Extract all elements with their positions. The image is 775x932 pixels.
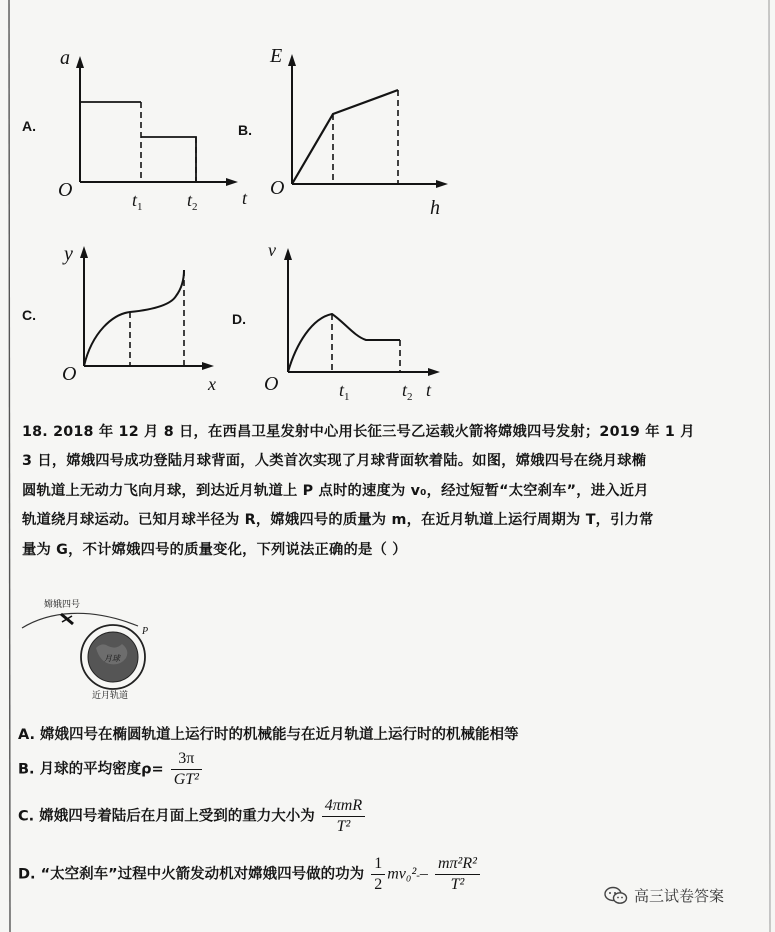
graph-c-curve [84,270,184,366]
graph-c-label: C. [22,307,36,323]
graph-d-origin: O [264,373,279,395]
graph-d [262,234,462,409]
graph-a-origin: O [58,179,73,201]
choice-a [18,723,519,744]
graph-a-step-2 [141,137,196,182]
choice-d-text: D. “太空刹车”过程中火箭发动机对嫦娥四号做的功为 [18,866,365,883]
graph-b-x-label: h [430,197,440,219]
graph-d-y-label: v [268,240,276,260]
graph-b-origin: O [270,177,285,199]
choice-d-minus: – [419,865,428,883]
graph-c-y-label: y [64,243,73,265]
graph-a-tick-t2: $t_2$ [187,190,198,213]
choice-b-text: B. 月球的平均密度ρ= [18,761,164,778]
point-p-label: P [142,626,149,637]
choice-d-mv: mv₀² [387,865,417,883]
question-line-2: 3 日，嫦娥四号成功登陆月球背面，人类首次实现了月球背面软着陆。如图，嫦娥四号在绕月球椭 [22,453,647,470]
graph-d-x-arrow [428,368,440,376]
graph-a-y-label: a [60,47,70,69]
graph-d-x-label: t [426,380,432,400]
graph-c-x-label: x [208,374,216,394]
choice-d-dot: - [416,869,420,882]
question-line-4: 轨道绕月球运动。已知月球半径为 R，嫦娥四号的质量为 m，在近月轨道上运行周期为 T，引力常 [22,512,654,529]
choice-d-half: $\frac{1}{2}$ [371,855,385,894]
graph-a-tick-t1: $t_1$ [132,190,143,213]
choice-d-fraction: $\frac{\text{mπ²R²}}{\text{T²}}$ [435,855,480,894]
choice-b [18,750,204,789]
graph-b-x-arrow [436,180,448,188]
probe-label: 嫦娥四号 [44,600,81,610]
graph-b [268,38,468,218]
choice-c-fraction: $\frac{\text{4πmR}}{\text{T²}}$ [322,797,365,836]
question-18 [22,418,757,565]
graph-d-tick-t1: $t_1$ [339,380,350,403]
choice-c-text: C. 嫦娥四号着陆后在月面上受到的重力大小为 [18,808,315,825]
graph-b-y-label: E [270,45,283,67]
probe-icon [61,614,73,624]
graph-a-x-arrow [226,178,238,186]
graph-d-label: D. [232,311,246,327]
graph-b-y-arrow [288,54,296,66]
choice-c [18,797,367,836]
watermark-text: 高三试卷答案 [634,887,725,905]
question-line-5: 量为 G，不计嫦娥四号的质量变化，下列说法正确的是（ ） [22,541,407,558]
graph-c-origin: O [62,363,77,385]
graph-c-y-arrow [80,246,88,258]
graph-c [58,232,238,402]
choice-a-text: A. 嫦娥四号在椭圆轨道上运行时的机械能与在近月轨道上运行时的机械能相等 [18,727,519,743]
question-line-1: 18. 2018 年 12 月 8 日，在西昌卫星发射中心用长征三号乙运载火箭将嫦娥四号发射；2019 年 1 月 [22,424,695,440]
orbit-label: 近月轨道 [92,691,129,701]
choice-d [18,855,482,894]
graph-d-y-arrow [284,248,292,260]
graph-a-x-label: t [242,188,248,208]
wechat-icon [604,886,628,906]
graph-a-label: A. [22,118,36,134]
graph-b-label: B. [238,122,252,138]
question-line-3: 圆轨道上无动力飞向月球，到达近月轨道上 P 点时的速度为 v₀，经过短暂“太空刹车”，进入近月 [22,482,649,499]
graph-d-curve [288,314,400,372]
choice-b-fraction: $\frac{3\pi}{\text{GT²}}$ [171,750,202,789]
graph-b-curve [292,90,398,184]
moon-label: 月球 [104,654,120,663]
graph-a [56,40,256,220]
orbit-figure [18,596,158,701]
graph-d-tick-t2: $t_2$ [402,380,413,403]
graph-a-y-arrow [76,56,84,68]
watermark [604,885,724,906]
graph-c-x-arrow [202,362,214,370]
